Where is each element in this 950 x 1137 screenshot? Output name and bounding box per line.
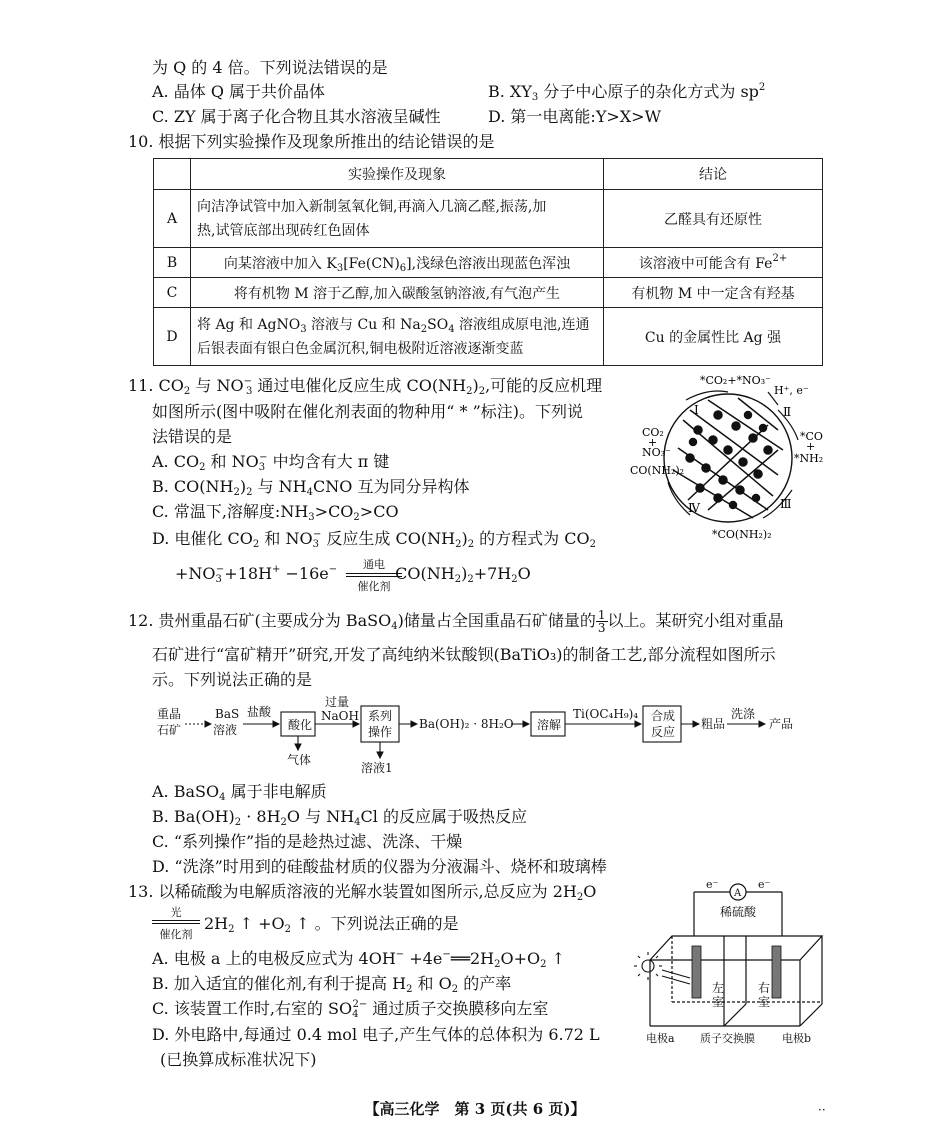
q11-option-b: B. $CO(NH_2)_2$ 与 $NH_4CNO$ 互为同分异构体 bbox=[152, 477, 470, 498]
fraction-one-third: $\frac{1}{3}$ bbox=[597, 608, 606, 635]
q13-stem-line1: 13. 以稀硫酸为电解质溶液的光解水装置如图所示,总反应为 $2H_2O$ bbox=[128, 882, 597, 903]
flow-series-1: 系列 bbox=[368, 709, 393, 723]
fig-acid-label: 稀硫酸 bbox=[720, 905, 757, 919]
q9-option-a: A. 晶体 Q 属于共价晶体 bbox=[152, 82, 326, 101]
flow-solution-1: 溶液1 bbox=[361, 761, 393, 775]
q13-option-d-note: (已换算成标准状况下) bbox=[160, 1050, 317, 1069]
table-row bbox=[154, 190, 823, 248]
ammeter-icon: A bbox=[734, 888, 742, 899]
fig-left-urea: CO(NH₂)₂ bbox=[630, 464, 685, 477]
q9-option-b: B. $XY_3$ 分子中心原子的杂化方式为 $sp^2$ bbox=[488, 82, 766, 103]
q13-option-c: C. 该装置工作时,右室的 $SO_4^{2-}$ 通过质子交换膜移向左室 bbox=[152, 999, 549, 1020]
fig-right-room-1: 右 bbox=[758, 981, 771, 995]
flow-bas-2: 溶液 bbox=[213, 723, 238, 737]
q11-eq-double-line bbox=[346, 573, 402, 577]
q13-option-b: B. 加入适宜的催化剂,有利于提高 $H_2$ 和 $O_2$ 的产率 bbox=[152, 974, 512, 995]
fig-electron-left: e⁻ bbox=[706, 878, 719, 891]
electrode-b-plate bbox=[772, 946, 781, 998]
q13-eq-condition-under: 催化剂 bbox=[159, 928, 193, 941]
fig-left-co2: CO₂ bbox=[642, 426, 664, 439]
fig-right-room-2: 室 bbox=[758, 995, 771, 1009]
q13-option-a: A. 电极 a 上的电极反应式为 $4OH^- +4e^-══2H_2O+O_2$ ↑ bbox=[152, 949, 565, 970]
q11-option-d: D. 电催化 $CO_2$ 和 $NO_3^-$ 反应生成 $CO(NH_2)_2$ 的方程式为 $CO_2$ bbox=[152, 529, 596, 550]
q11-mechanism-figure bbox=[628, 370, 833, 545]
q11-stem-line2: 如图所示(图中吸附在催化剂表面的物种用“ * ”标注)。下列说 bbox=[152, 402, 584, 421]
q11-eq-condition-under: 催化剂 bbox=[357, 580, 391, 593]
flow-ore-2: 石矿 bbox=[157, 723, 182, 737]
q13-apparatus-figure bbox=[632, 876, 832, 1048]
q9-option-d: D. 第一电离能:Y>X>W bbox=[488, 107, 662, 126]
fig-electrode-a: 电极a bbox=[646, 1032, 675, 1045]
flow-baoh: Ba(OH)₂ · 8H₂O bbox=[419, 717, 514, 731]
flow-product: 产品 bbox=[769, 717, 794, 731]
q12-flowchart bbox=[155, 690, 815, 778]
table-row bbox=[154, 308, 823, 366]
flow-series-2: 操作 bbox=[368, 725, 393, 739]
fig-left-room-2: 室 bbox=[712, 995, 725, 1009]
q11-eq-condition-over: 通电 bbox=[363, 558, 385, 571]
q10-experiment-table bbox=[153, 158, 823, 366]
row-operation: 将 Ag 和 AgNO$_3$ 溶液与 Cu 和 $Na_2SO_4$ 溶液组成原电池,连通 后银表面有银白色金属沉积,铜电极附近溶液逐渐变蓝 bbox=[191, 308, 604, 366]
table-row bbox=[154, 278, 823, 308]
q12-stem-line3: 示。下列说法正确的是 bbox=[152, 670, 313, 689]
row-label: B bbox=[154, 248, 191, 278]
fig-step-3: Ⅲ bbox=[780, 497, 792, 511]
q9-option-c: C. ZY 属于离子化合物且其水溶液呈碱性 bbox=[152, 107, 441, 126]
flow-synth-2: 反应 bbox=[651, 725, 676, 739]
q13-eq-condition-over: 光 bbox=[170, 906, 182, 919]
fig-label-bottom: *CO(NH₂)₂ bbox=[712, 528, 772, 541]
fig-left-room-1: 左 bbox=[712, 981, 725, 995]
flow-acid: 盐酸 bbox=[247, 705, 272, 719]
fig-right-plus: + bbox=[806, 440, 816, 453]
flow-naoh-1: 过量 bbox=[325, 695, 350, 709]
q11-equation: $+NO_3^-+18H^+ -16e^-$ $CO(NH_2)_2+7H_2O$ bbox=[175, 564, 531, 585]
row-conclusion: 有机物 M 中一定含有羟基 bbox=[604, 278, 823, 308]
corner-mark: ·· bbox=[818, 1103, 826, 1117]
fig-electrode-b: 电极b bbox=[782, 1032, 812, 1045]
page-footer: 【高三化学 第 3 页(共 6 页)】 bbox=[364, 1100, 586, 1118]
fig-membrane: 质子交换膜 bbox=[700, 1032, 755, 1045]
header-conclusion: 结论 bbox=[604, 159, 823, 190]
row-conclusion: Cu 的金属性比 Ag 强 bbox=[604, 308, 823, 366]
row-label: D bbox=[154, 308, 191, 366]
q11-stem-line1: 11. $CO_2$ 与 $NO^-_3$ 通过电催化反应生成 $CO(NH_2)_2$,可能的反应机理 bbox=[128, 376, 603, 397]
flow-acidify: 酸化 bbox=[288, 718, 313, 732]
q10-stem: 10. 根据下列实验操作及现象所推出的结论错误的是 bbox=[128, 132, 495, 151]
flow-ore-1: 重晶 bbox=[157, 707, 182, 721]
fig-step-2: Ⅱ bbox=[783, 405, 792, 419]
row-conclusion: 乙醛具有还原性 bbox=[604, 190, 823, 248]
q11-option-a: A. $CO_2$ 和 $NO_3^-$ 中均含有大 π 键 bbox=[152, 452, 390, 473]
q12-option-b: B. $Ba(OH)_2 \cdot 8H_2O$ 与 $NH_4Cl$ 的反应属于吸热反应 bbox=[152, 807, 527, 828]
q12-option-c: C. “系列操作”指的是趁热过滤、洗涤、干燥 bbox=[152, 832, 463, 851]
table-header-row bbox=[154, 159, 823, 190]
q11-option-c: C. 常温下,溶解度$:NH_3>CO_2>CO$ bbox=[152, 502, 399, 523]
electrode-a-plate bbox=[692, 946, 701, 998]
q13-stem-line2: $2H_2$ ↑ $+O_2$ ↑ 。下列说法正确的是 bbox=[204, 914, 459, 935]
table-row bbox=[154, 248, 823, 278]
flow-naoh-2: NaOH bbox=[321, 709, 359, 723]
flow-wash: 洗涤 bbox=[731, 707, 756, 721]
row-label: A bbox=[154, 190, 191, 248]
flow-gas: 气体 bbox=[287, 753, 312, 767]
fig-right-nh2: *NH₂ bbox=[794, 452, 824, 465]
q12-stem-line2: 石矿进行“富矿精开”研究,开发了高纯纳米钛酸钡(BaTiO₃)的制备工艺,部分流程如图所示 bbox=[152, 645, 776, 664]
row-label: C bbox=[154, 278, 191, 308]
q13-option-d: D. 外电路中,每通过 0.4 mol 电子,产生气体的总体积为 6.72 L bbox=[152, 1025, 600, 1044]
fig-left-plus: + bbox=[648, 436, 658, 449]
q11-stem-line3: 法错误的是 bbox=[152, 427, 233, 446]
fig-step-1: Ⅰ bbox=[694, 403, 699, 417]
flow-bas-1: BaS bbox=[215, 707, 240, 721]
row-operation: 将有机物 M 溶于乙醇,加入碳酸氢钠溶液,有气泡产生 bbox=[191, 278, 604, 308]
fig-label-h: H⁺, e⁻ bbox=[774, 384, 809, 397]
fig-right-co: *CO bbox=[800, 430, 823, 443]
q13-eq-double-line bbox=[152, 920, 200, 924]
flow-crude: 粗品 bbox=[701, 717, 726, 731]
flow-dissolve: 溶解 bbox=[537, 718, 562, 732]
fig-electron-right: e⁻ bbox=[758, 878, 771, 891]
q12-option-a: A. BaSO$_4$ 属于非电解质 bbox=[152, 782, 327, 803]
row-operation: 向某溶液中加入 $K_3[Fe(CN)_6]$,浅绿色溶液出现蓝色浑浊 bbox=[191, 248, 604, 278]
fig-left-no3: NO₃⁻ bbox=[642, 446, 671, 459]
fig-label-top: *CO₂+*NO₃⁻ bbox=[700, 374, 771, 387]
q12-stem-line1: 12. 贵州重晶石矿(主要成分为 BaSO$_4$)储量占全国重晶石矿储量的 $\frac{1}{3}$ 以上。某研究小组对重晶 bbox=[128, 608, 784, 635]
row-conclusion: 该溶液中可能含有 $Fe^{2+}$ bbox=[604, 248, 823, 278]
q9-stem-tail: 为 Q 的 4 倍。下列说法错误的是 bbox=[152, 58, 388, 77]
row-operation: 向洁净试管中加入新制氢氧化铜,再滴入几滴乙醛,振荡,加 热,试管底部出现砖红色固体 bbox=[191, 190, 604, 248]
fig-step-4: Ⅳ bbox=[688, 501, 700, 515]
q12-option-d: D. “洗涤”时用到的硅酸盐材质的仪器为分液漏斗、烧杯和玻璃棒 bbox=[152, 857, 607, 876]
flow-ti-reagent: Ti(OC₄H₉)₄ bbox=[573, 707, 639, 721]
header-operation: 实验操作及现象 bbox=[191, 159, 604, 190]
sun-icon bbox=[634, 952, 690, 984]
flow-synth-1: 合成 bbox=[651, 709, 676, 723]
